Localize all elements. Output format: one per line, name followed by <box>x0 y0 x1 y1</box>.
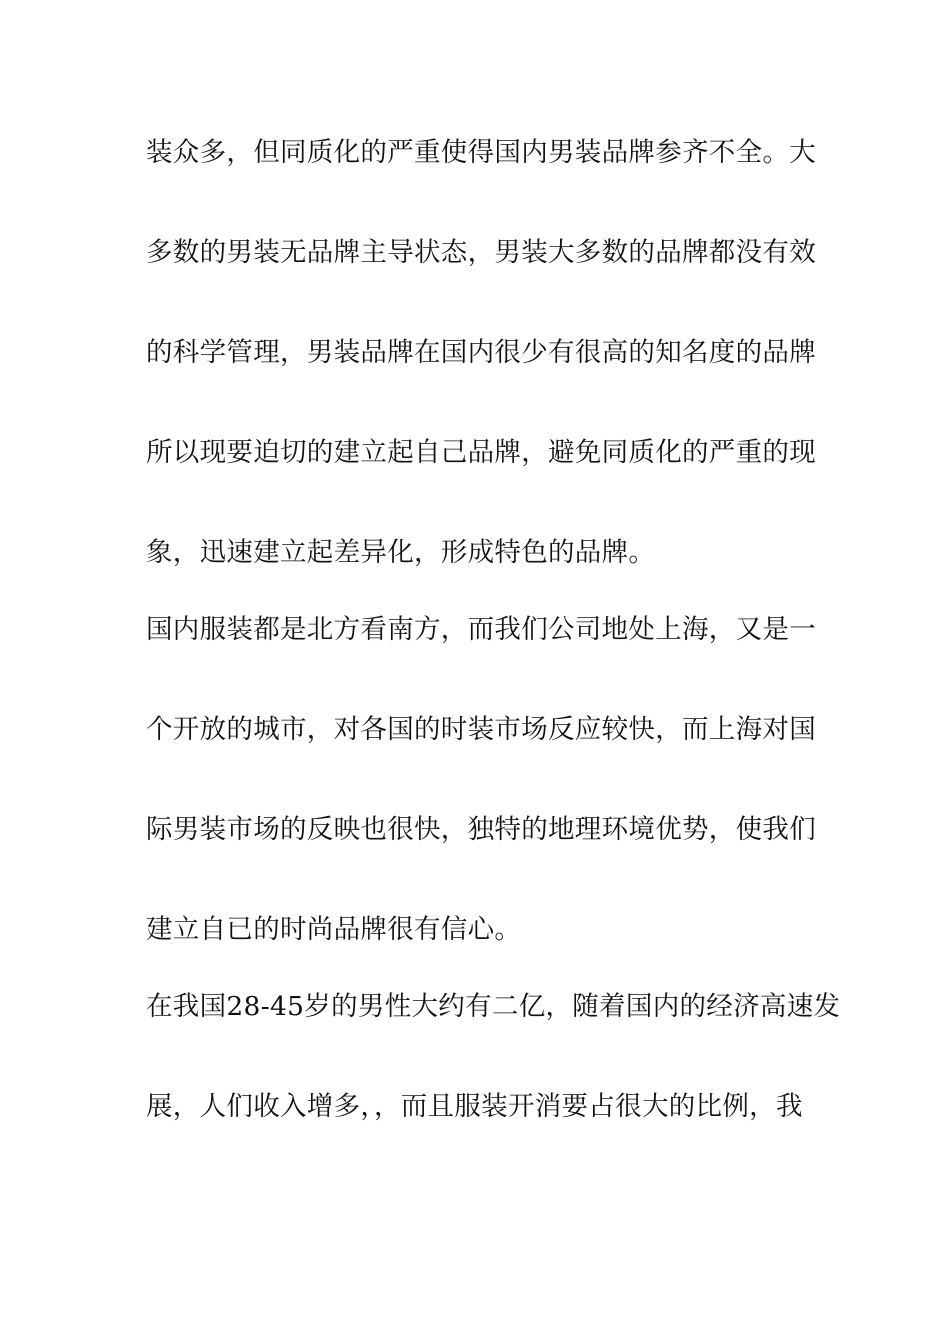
paragraph-3-line-1: 在我国28-45岁的男性大约有二亿，随着国内的经济高速发 <box>146 991 841 1022</box>
paragraph-1-line-3: 的科学管理，男装品牌在国内很少有很高的知名度的品牌 <box>146 337 816 368</box>
paragraph-2-line-1: 国内服装都是北方看南方，而我们公司地处上海，又是一 <box>146 614 816 645</box>
paragraph-2-line-4: 建立自已的时尚品牌很有信心。 <box>146 914 522 945</box>
paragraph-1-line-2: 多数的男装无品牌主导状态，男装大多数的品牌都没有效 <box>146 237 816 268</box>
paragraph-3-line-2: 展，人们收入增多，，而且服装开消要占很大的比例，我 <box>146 1091 803 1122</box>
paragraph-1-line-4: 所以现要迫切的建立起自己品牌，避免同质化的严重的现 <box>146 437 816 468</box>
paragraph-1-line-1: 装众多，但同质化的严重使得国内男装品牌参齐不全。大 <box>146 137 816 168</box>
paragraph-2-line-2: 个开放的城市，对各国的时装市场反应较快，而上海对国 <box>146 714 816 745</box>
paragraph-1-line-5: 象，迅速建立起差异化，形成特色的品牌。 <box>146 537 656 568</box>
paragraph-2-line-3: 际男装市场的反映也很快，独特的地理环境优势，使我们 <box>146 814 816 845</box>
